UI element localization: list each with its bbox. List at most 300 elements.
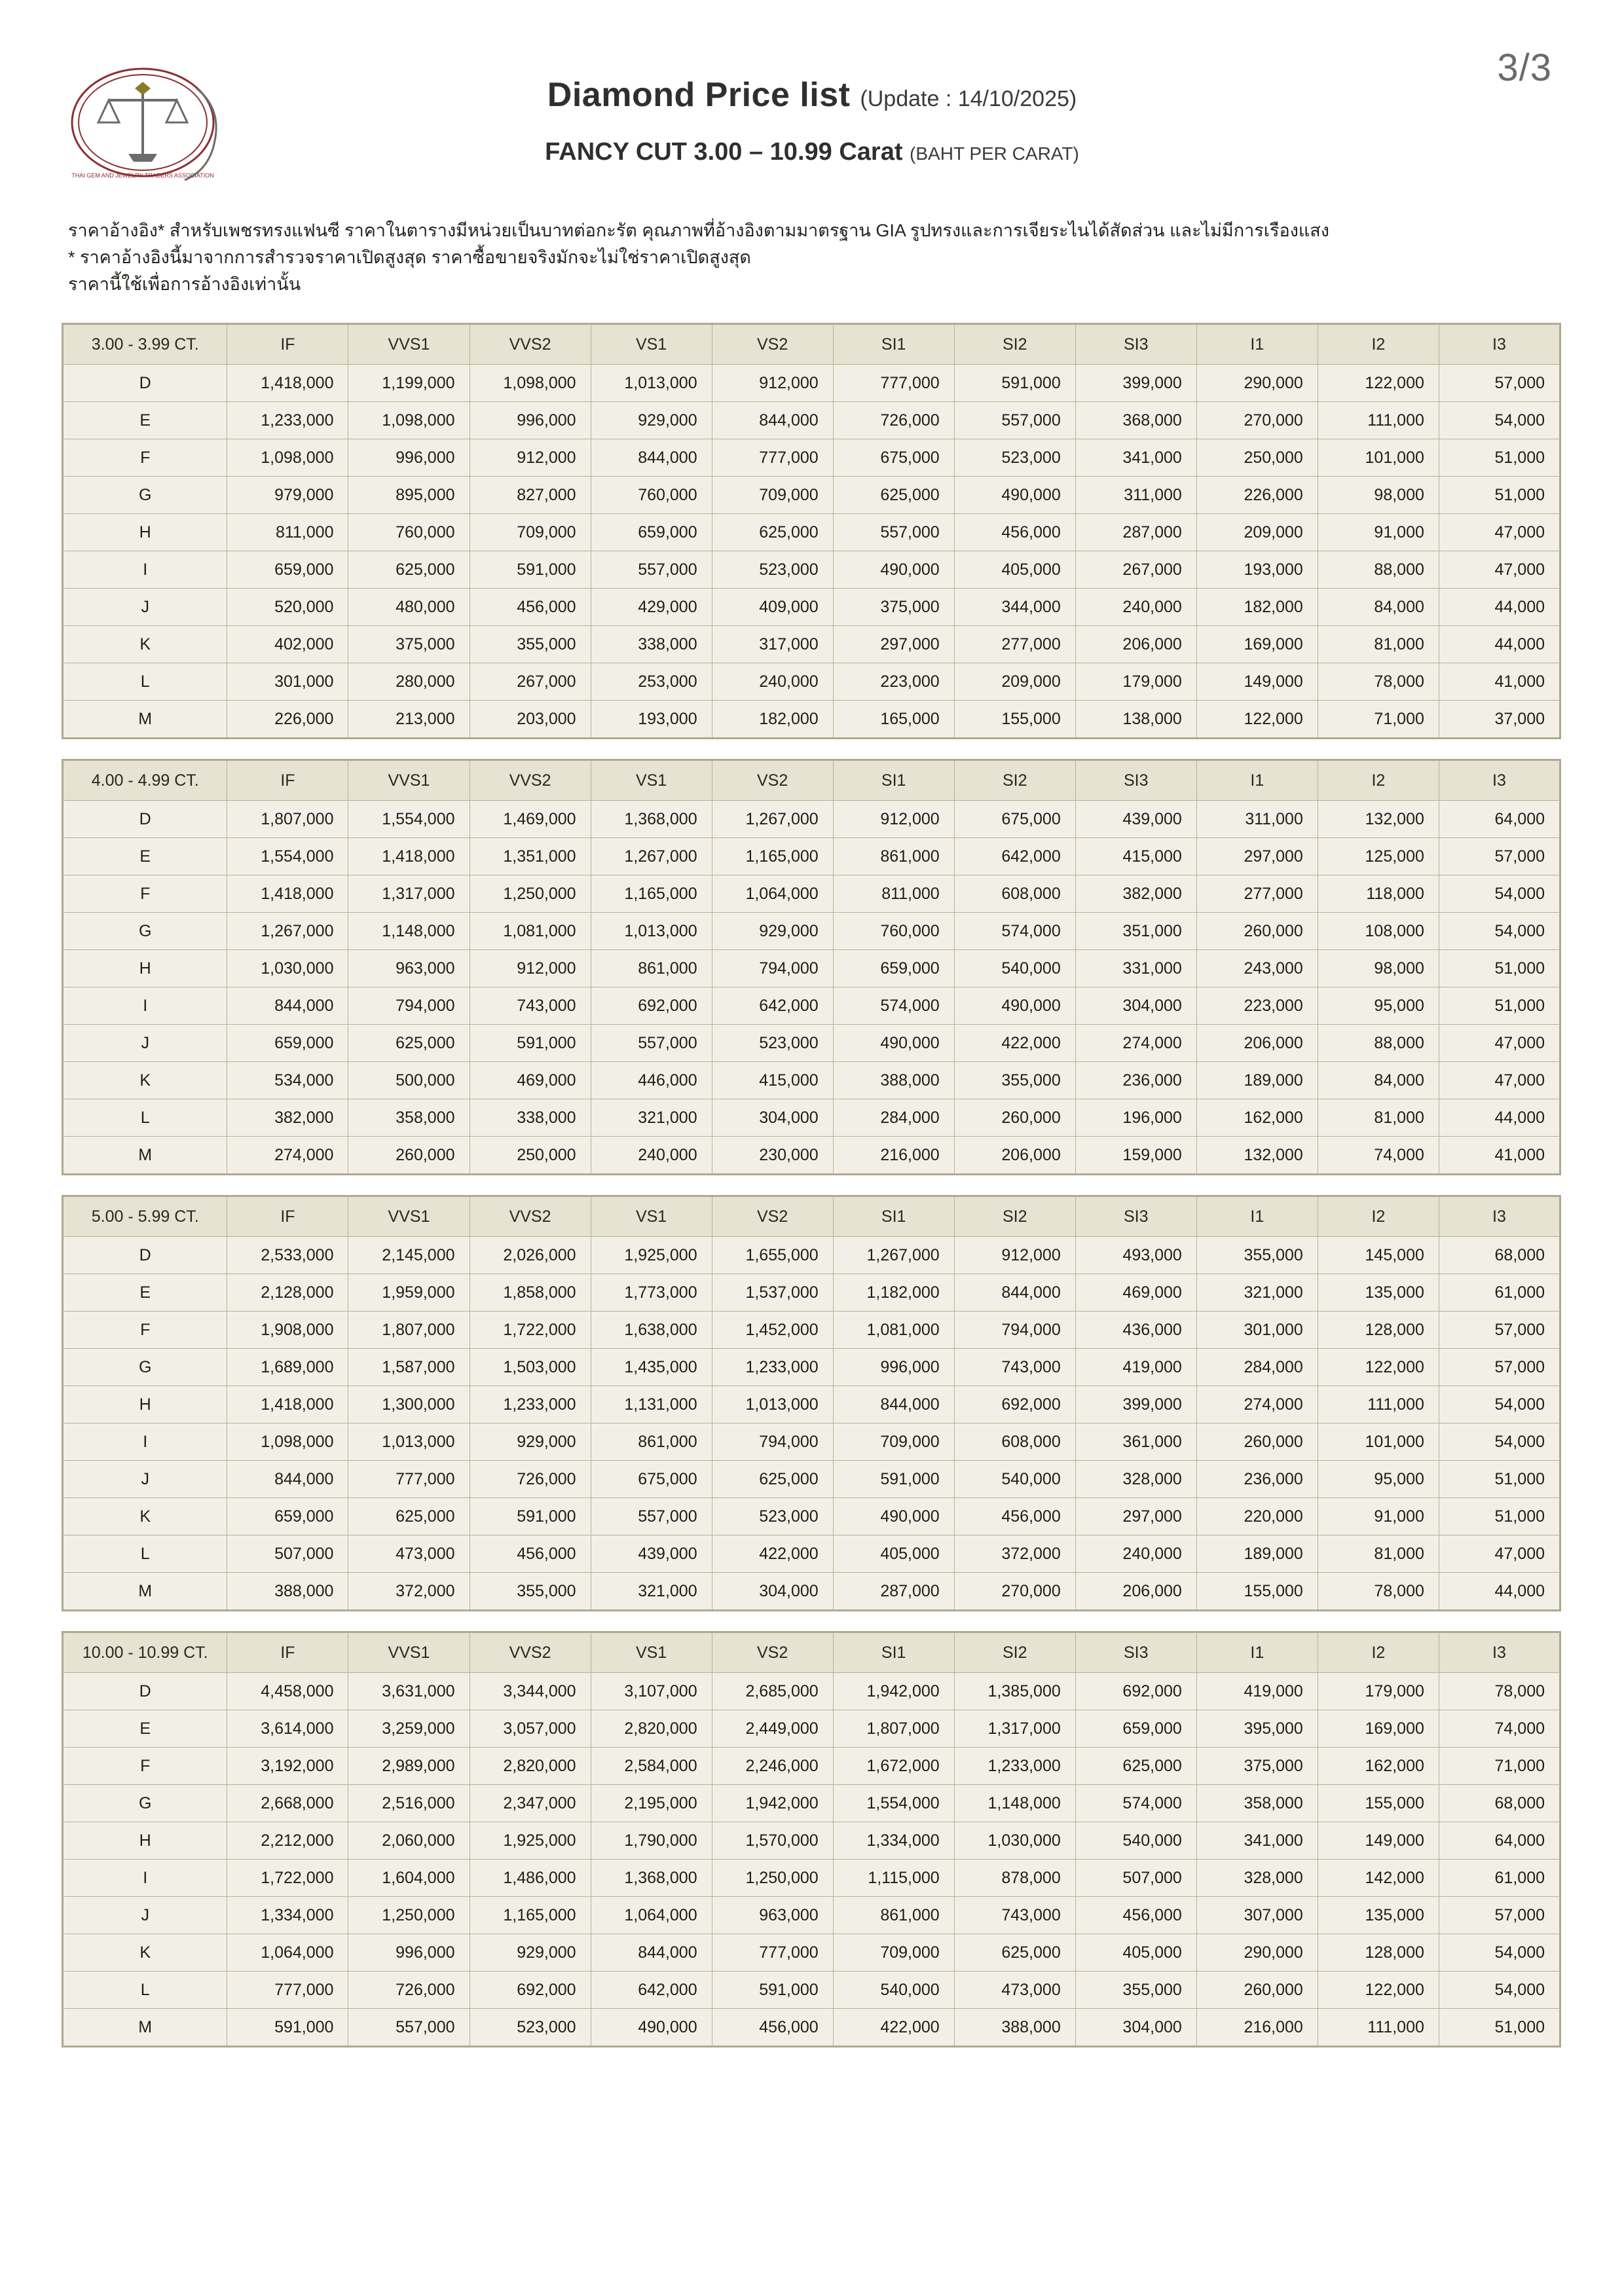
price-cell: 51,000: [1439, 477, 1560, 514]
price-cell: 274,000: [1196, 1386, 1318, 1423]
price-cell: 122,000: [1196, 701, 1318, 739]
price-cell: 155,000: [1318, 1785, 1439, 1822]
price-cell: 328,000: [1075, 1461, 1196, 1498]
price-cell: 844,000: [712, 402, 833, 439]
price-cell: 591,000: [470, 1025, 591, 1062]
price-cell: 193,000: [1196, 551, 1318, 589]
clarity-column-header: I2: [1318, 1196, 1439, 1237]
price-cell: 608,000: [954, 875, 1075, 913]
price-cell: 267,000: [470, 663, 591, 701]
price-cell: 236,000: [1075, 1062, 1196, 1099]
price-cell: 557,000: [954, 402, 1075, 439]
price-cell: 51,000: [1439, 439, 1560, 477]
price-cell: 659,000: [591, 514, 712, 551]
price-cell: 142,000: [1318, 1860, 1439, 1897]
price-cell: 159,000: [1075, 1137, 1196, 1175]
price-cell: 270,000: [1196, 402, 1318, 439]
price-cell: 1,013,000: [591, 365, 712, 402]
price-cell: 284,000: [833, 1099, 954, 1137]
price-cell: 557,000: [591, 1025, 712, 1062]
price-cell: 1,368,000: [591, 1860, 712, 1897]
price-cell: 182,000: [712, 701, 833, 739]
price-cell: 659,000: [1075, 1710, 1196, 1748]
price-cell: 1,267,000: [591, 838, 712, 875]
price-cell: 1,250,000: [470, 875, 591, 913]
price-cell: 625,000: [954, 1934, 1075, 1972]
color-grade-cell: M: [63, 701, 227, 739]
price-cell: 226,000: [1196, 477, 1318, 514]
price-cell: 47,000: [1439, 514, 1560, 551]
price-cell: 375,000: [1196, 1748, 1318, 1785]
price-cell: 1,942,000: [712, 1785, 833, 1822]
price-cell: 1,317,000: [954, 1710, 1075, 1748]
price-cell: 101,000: [1318, 439, 1439, 477]
price-cell: 419,000: [1075, 1349, 1196, 1386]
price-cell: 88,000: [1318, 551, 1439, 589]
price-cell: 304,000: [712, 1573, 833, 1611]
price-cell: 74,000: [1439, 1710, 1560, 1748]
svg-text:THAI GEM AND JEWELRY TRADERS A: THAI GEM AND JEWELRY TRADERS ASSOCIATION: [71, 172, 214, 179]
table-row: [63, 701, 1560, 739]
price-cell: 307,000: [1196, 1897, 1318, 1934]
price-cell: 382,000: [1075, 875, 1196, 913]
price-cell: 405,000: [1075, 1934, 1196, 1972]
price-cell: 1,570,000: [712, 1822, 833, 1860]
price-cell: 91,000: [1318, 514, 1439, 551]
price-cell: 297,000: [833, 626, 954, 663]
price-cell: 240,000: [591, 1137, 712, 1175]
price-cell: 274,000: [1075, 1025, 1196, 1062]
price-cell: 415,000: [1075, 838, 1196, 875]
price-cell: 1,334,000: [227, 1897, 348, 1934]
price-cell: 61,000: [1439, 1860, 1560, 1897]
price-cell: 304,000: [712, 1099, 833, 1137]
price-cell: 57,000: [1439, 365, 1560, 402]
price-cell: 274,000: [227, 1137, 348, 1175]
table-row: [63, 402, 1560, 439]
price-cell: 1,722,000: [227, 1860, 348, 1897]
price-cell: 280,000: [348, 663, 470, 701]
price-cell: 311,000: [1196, 801, 1318, 838]
price-cell: 355,000: [1196, 1237, 1318, 1274]
price-cell: 277,000: [1196, 875, 1318, 913]
price-cell: 84,000: [1318, 589, 1439, 626]
price-cell: 375,000: [833, 589, 954, 626]
price-cell: 162,000: [1196, 1099, 1318, 1137]
clarity-column-header: SI2: [954, 1632, 1075, 1673]
color-grade-cell: D: [63, 1673, 227, 1710]
table-row: [63, 1349, 1560, 1386]
price-cell: 111,000: [1318, 402, 1439, 439]
price-cell: 1,672,000: [833, 1748, 954, 1785]
price-cell: 240,000: [1075, 589, 1196, 626]
price-cell: 469,000: [470, 1062, 591, 1099]
price-table: [62, 1631, 1561, 2047]
price-cell: 47,000: [1439, 1535, 1560, 1573]
clarity-column-header: VVS2: [470, 324, 591, 365]
price-cell: 84,000: [1318, 1062, 1439, 1099]
price-cell: 81,000: [1318, 1535, 1439, 1573]
price-cell: 206,000: [1075, 626, 1196, 663]
price-cell: 189,000: [1196, 1535, 1318, 1573]
price-cell: 878,000: [954, 1860, 1075, 1897]
price-cell: 37,000: [1439, 701, 1560, 739]
price-cell: 290,000: [1196, 1934, 1318, 1972]
price-cell: 743,000: [954, 1897, 1075, 1934]
clarity-column-header: VVS2: [470, 1196, 591, 1237]
price-cell: 1,554,000: [227, 838, 348, 875]
price-cell: 726,000: [348, 1972, 470, 2009]
price-cell: 1,064,000: [712, 875, 833, 913]
price-cell: 118,000: [1318, 875, 1439, 913]
clarity-column-header: VVS2: [470, 760, 591, 801]
price-cell: 388,000: [227, 1573, 348, 1611]
clarity-column-header: SI2: [954, 760, 1075, 801]
clarity-column-header: SI2: [954, 324, 1075, 365]
price-cell: 1,469,000: [470, 801, 591, 838]
price-cell: 216,000: [833, 1137, 954, 1175]
price-cell: 317,000: [712, 626, 833, 663]
price-cell: 540,000: [954, 950, 1075, 987]
price-cell: 794,000: [348, 987, 470, 1025]
table-row: [63, 1312, 1560, 1349]
price-cell: 1,267,000: [227, 913, 348, 950]
clarity-column-header: I2: [1318, 760, 1439, 801]
price-cell: 1,165,000: [591, 875, 712, 913]
price-cell: 439,000: [1075, 801, 1196, 838]
price-cell: 422,000: [833, 2009, 954, 2047]
table-row: [63, 1025, 1560, 1062]
price-cell: 1,098,000: [470, 365, 591, 402]
color-grade-cell: M: [63, 2009, 227, 2047]
price-cell: 2,989,000: [348, 1748, 470, 1785]
price-cell: 182,000: [1196, 589, 1318, 626]
table-row: [63, 589, 1560, 626]
price-cell: 95,000: [1318, 987, 1439, 1025]
price-cell: 777,000: [712, 1934, 833, 1972]
price-cell: 2,820,000: [591, 1710, 712, 1748]
price-cell: 236,000: [1196, 1461, 1318, 1498]
price-cell: 1,790,000: [591, 1822, 712, 1860]
price-cell: 240,000: [712, 663, 833, 701]
price-cell: 811,000: [833, 875, 954, 913]
price-cell: 1,689,000: [227, 1349, 348, 1386]
color-grade-cell: L: [63, 1535, 227, 1573]
price-cell: 1,773,000: [591, 1274, 712, 1312]
price-cell: 1,233,000: [227, 402, 348, 439]
price-cell: 44,000: [1439, 589, 1560, 626]
color-grade-cell: H: [63, 950, 227, 987]
title-text: Diamond Price list: [547, 76, 851, 114]
price-cell: 250,000: [470, 1137, 591, 1175]
table-row: [63, 1237, 1560, 1274]
clarity-column-header: I3: [1439, 1196, 1560, 1237]
color-grade-cell: I: [63, 1423, 227, 1461]
clarity-column-header: VVS2: [470, 1632, 591, 1673]
price-cell: 81,000: [1318, 626, 1439, 663]
clarity-column-header: I3: [1439, 760, 1560, 801]
price-cell: 456,000: [470, 1535, 591, 1573]
price-cell: 98,000: [1318, 950, 1439, 987]
price-cell: 358,000: [348, 1099, 470, 1137]
price-cell: 95,000: [1318, 1461, 1439, 1498]
price-cell: 196,000: [1075, 1099, 1196, 1137]
price-cell: 54,000: [1439, 1423, 1560, 1461]
clarity-column-header: IF: [227, 760, 348, 801]
price-cell: 372,000: [348, 1573, 470, 1611]
table-row: [63, 1748, 1560, 1785]
clarity-column-header: IF: [227, 324, 348, 365]
table-header-row: [63, 1632, 1560, 1673]
price-cell: 1,233,000: [712, 1349, 833, 1386]
price-cell: 473,000: [348, 1535, 470, 1573]
color-grade-cell: G: [63, 477, 227, 514]
price-cell: 338,000: [470, 1099, 591, 1137]
price-cell: 375,000: [348, 626, 470, 663]
price-cell: 155,000: [954, 701, 1075, 739]
price-cell: 1,486,000: [470, 1860, 591, 1897]
clarity-column-header: SI3: [1075, 1196, 1196, 1237]
price-cell: 351,000: [1075, 913, 1196, 950]
price-cell: 844,000: [591, 1934, 712, 1972]
color-grade-cell: J: [63, 1025, 227, 1062]
price-cell: 777,000: [348, 1461, 470, 1498]
price-cell: 253,000: [591, 663, 712, 701]
price-cell: 1,267,000: [833, 1237, 954, 1274]
price-cell: 456,000: [712, 2009, 833, 2047]
price-cell: 2,347,000: [470, 1785, 591, 1822]
price-cell: 591,000: [470, 551, 591, 589]
price-cell: 122,000: [1318, 1972, 1439, 2009]
price-cell: 57,000: [1439, 1349, 1560, 1386]
price-cell: 361,000: [1075, 1423, 1196, 1461]
price-cell: 2,212,000: [227, 1822, 348, 1860]
price-cell: 304,000: [1075, 987, 1196, 1025]
price-cell: 341,000: [1196, 1822, 1318, 1860]
price-cell: 108,000: [1318, 913, 1439, 950]
price-cell: 692,000: [954, 1386, 1075, 1423]
price-cell: 625,000: [348, 551, 470, 589]
price-cell: 659,000: [227, 1498, 348, 1535]
carat-range-header: 4.00 - 4.99 CT.: [63, 760, 227, 801]
price-cell: 777,000: [712, 439, 833, 477]
price-cell: 277,000: [954, 626, 1075, 663]
price-cell: 625,000: [833, 477, 954, 514]
price-cell: 996,000: [470, 402, 591, 439]
price-cell: 2,516,000: [348, 1785, 470, 1822]
price-cell: 1,199,000: [348, 365, 470, 402]
carat-range-header: 5.00 - 5.99 CT.: [63, 1196, 227, 1237]
price-cell: 520,000: [227, 589, 348, 626]
price-cell: 1,300,000: [348, 1386, 470, 1423]
color-grade-cell: L: [63, 1972, 227, 2009]
color-grade-cell: I: [63, 1860, 227, 1897]
color-grade-cell: H: [63, 1822, 227, 1860]
table-row: [63, 1673, 1560, 1710]
price-cell: 155,000: [1196, 1573, 1318, 1611]
price-cell: 1,115,000: [833, 1860, 954, 1897]
clarity-column-header: SI1: [833, 1196, 954, 1237]
clarity-column-header: SI1: [833, 1632, 954, 1673]
price-cell: 591,000: [227, 2009, 348, 2047]
price-cell: 3,614,000: [227, 1710, 348, 1748]
clarity-column-header: I2: [1318, 1632, 1439, 1673]
price-cell: 844,000: [591, 439, 712, 477]
price-cell: 996,000: [833, 1349, 954, 1386]
price-cell: 929,000: [470, 1934, 591, 1972]
clarity-column-header: VS1: [591, 1632, 712, 1673]
price-cell: 372,000: [954, 1535, 1075, 1573]
price-cell: 57,000: [1439, 838, 1560, 875]
price-cell: 149,000: [1318, 1822, 1439, 1860]
price-cell: 338,000: [591, 626, 712, 663]
price-cell: 1,081,000: [833, 1312, 954, 1349]
table-header-row: [63, 1196, 1560, 1237]
price-cell: 996,000: [348, 1934, 470, 1972]
price-cell: 540,000: [833, 1972, 954, 2009]
price-cell: 827,000: [470, 477, 591, 514]
color-grade-cell: F: [63, 1748, 227, 1785]
price-cell: 3,057,000: [470, 1710, 591, 1748]
price-cell: 743,000: [954, 1349, 1075, 1386]
price-cell: 1,013,000: [591, 913, 712, 950]
price-cell: 591,000: [954, 365, 1075, 402]
price-cell: 287,000: [833, 1573, 954, 1611]
clarity-column-header: SI3: [1075, 760, 1196, 801]
price-cell: 1,418,000: [227, 365, 348, 402]
price-cell: 88,000: [1318, 1025, 1439, 1062]
price-cell: 2,584,000: [591, 1748, 712, 1785]
price-cell: 659,000: [227, 1025, 348, 1062]
price-cell: 388,000: [833, 1062, 954, 1099]
table-row: [63, 1062, 1560, 1099]
page-title: [59, 75, 1565, 115]
table-row: [63, 551, 1560, 589]
price-cell: 642,000: [712, 987, 833, 1025]
price-cell: 260,000: [1196, 913, 1318, 950]
price-cell: 3,631,000: [348, 1673, 470, 1710]
price-cell: 2,195,000: [591, 1785, 712, 1822]
price-cell: 2,820,000: [470, 1748, 591, 1785]
price-cell: 206,000: [1075, 1573, 1196, 1611]
price-cell: 4,458,000: [227, 1673, 348, 1710]
price-cell: 331,000: [1075, 950, 1196, 987]
update-date: (Update : 14/10/2025): [860, 86, 1077, 111]
price-cell: 608,000: [954, 1423, 1075, 1461]
price-cell: 1,250,000: [712, 1860, 833, 1897]
price-cell: 297,000: [1196, 838, 1318, 875]
table-row: [63, 1573, 1560, 1611]
price-cell: 405,000: [954, 551, 1075, 589]
price-cell: 979,000: [227, 477, 348, 514]
price-cell: 223,000: [1196, 987, 1318, 1025]
price-cell: 321,000: [591, 1099, 712, 1137]
price-cell: 523,000: [470, 2009, 591, 2047]
price-cell: 145,000: [1318, 1237, 1439, 1274]
price-cell: 523,000: [712, 1025, 833, 1062]
price-cell: 301,000: [227, 663, 348, 701]
price-cell: 1,858,000: [470, 1274, 591, 1312]
price-cell: 1,098,000: [348, 402, 470, 439]
price-cell: 929,000: [470, 1423, 591, 1461]
clarity-column-header: VS2: [712, 324, 833, 365]
clarity-column-header: VS2: [712, 1632, 833, 1673]
price-cell: 844,000: [954, 1274, 1075, 1312]
price-cell: 574,000: [833, 987, 954, 1025]
price-cell: 1,317,000: [348, 875, 470, 913]
color-grade-cell: M: [63, 1137, 227, 1175]
table-row: [63, 1386, 1560, 1423]
price-cell: 1,182,000: [833, 1274, 954, 1312]
table-row: [63, 1934, 1560, 1972]
price-cell: 523,000: [954, 439, 1075, 477]
price-cell: 2,026,000: [470, 1237, 591, 1274]
price-cell: 91,000: [1318, 1498, 1439, 1535]
price-cell: 777,000: [227, 1972, 348, 2009]
price-cell: 1,013,000: [348, 1423, 470, 1461]
price-cell: 54,000: [1439, 1934, 1560, 1972]
price-cell: 777,000: [833, 365, 954, 402]
clarity-column-header: I1: [1196, 1632, 1318, 1673]
price-cell: 54,000: [1439, 913, 1560, 950]
price-cell: 368,000: [1075, 402, 1196, 439]
price-cell: 128,000: [1318, 1934, 1439, 1972]
price-cell: 74,000: [1318, 1137, 1439, 1175]
price-cell: 260,000: [348, 1137, 470, 1175]
clarity-column-header: SI1: [833, 324, 954, 365]
price-cell: 500,000: [348, 1062, 470, 1099]
price-cell: 209,000: [954, 663, 1075, 701]
price-cell: 1,942,000: [833, 1673, 954, 1710]
color-grade-cell: E: [63, 838, 227, 875]
price-cell: 355,000: [954, 1062, 1075, 1099]
price-cell: 341,000: [1075, 439, 1196, 477]
price-cell: 355,000: [470, 626, 591, 663]
price-cell: 71,000: [1439, 1748, 1560, 1785]
note-line-2: * ราคาอ้างอิงนี้มาจากการสำรวจราคาเปิดสูงสุด ราคาซื้อขายจริงมักจะไม่ใช่ราคาเปิดสูงสุด: [68, 248, 751, 268]
price-cell: 51,000: [1439, 950, 1560, 987]
price-cell: 51,000: [1439, 1461, 1560, 1498]
color-grade-cell: D: [63, 365, 227, 402]
table-row: [63, 1897, 1560, 1934]
price-cell: 78,000: [1439, 1673, 1560, 1710]
price-cell: 794,000: [712, 950, 833, 987]
price-cell: 912,000: [712, 365, 833, 402]
price-cell: 794,000: [712, 1423, 833, 1461]
price-cell: 625,000: [712, 514, 833, 551]
price-cell: 507,000: [227, 1535, 348, 1573]
price-cell: 523,000: [712, 551, 833, 589]
price-cell: 1,148,000: [954, 1785, 1075, 1822]
price-cell: 1,807,000: [227, 801, 348, 838]
price-cell: 743,000: [470, 987, 591, 1025]
price-cell: 54,000: [1439, 875, 1560, 913]
table-header-row: [63, 324, 1560, 365]
price-cell: 243,000: [1196, 950, 1318, 987]
price-cell: 402,000: [227, 626, 348, 663]
price-cell: 912,000: [470, 439, 591, 477]
price-cell: 540,000: [1075, 1822, 1196, 1860]
price-cell: 1,537,000: [712, 1274, 833, 1312]
price-cell: 760,000: [833, 913, 954, 950]
price-cell: 311,000: [1075, 477, 1196, 514]
price-cell: 574,000: [1075, 1785, 1196, 1822]
price-cell: 1,554,000: [833, 1785, 954, 1822]
carat-range-header: 10.00 - 10.99 CT.: [63, 1632, 227, 1673]
price-cell: 642,000: [591, 1972, 712, 2009]
price-cell: 47,000: [1439, 551, 1560, 589]
table-row: [63, 1498, 1560, 1535]
